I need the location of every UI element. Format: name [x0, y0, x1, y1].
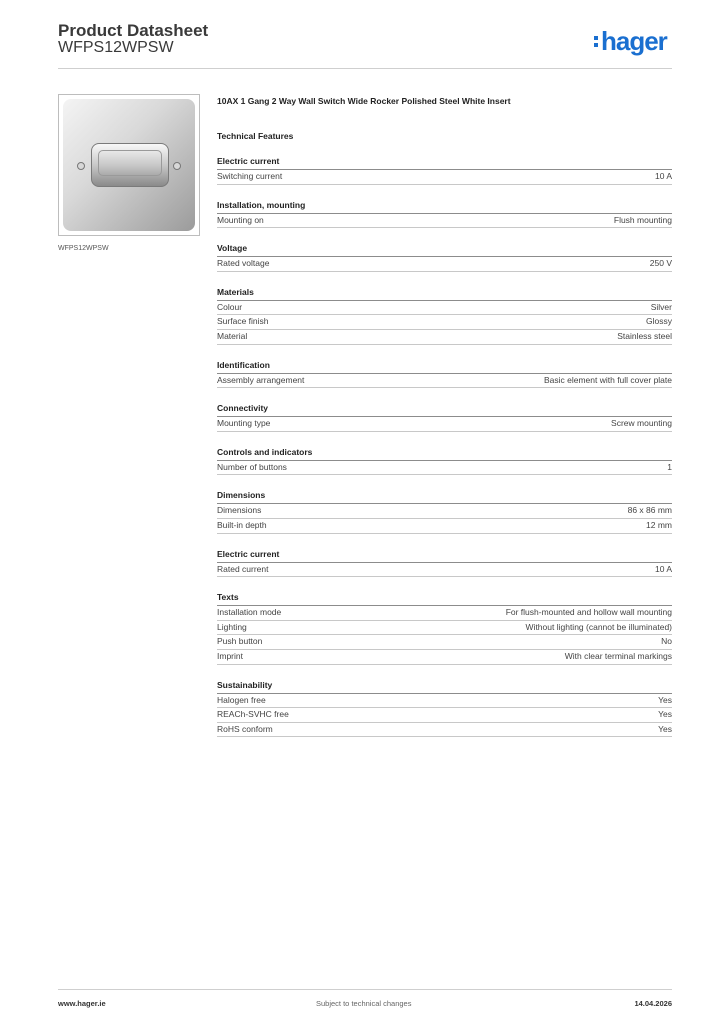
feature-row	[217, 214, 672, 229]
feature-row	[217, 374, 672, 389]
feature-value: Silver	[650, 301, 672, 312]
feature-value: 250 V	[649, 258, 672, 269]
hager-logo	[594, 26, 667, 57]
section-heading: Dimensions	[217, 490, 672, 504]
footer-notice: Subject to technical changes	[316, 999, 412, 1008]
feature-section	[217, 156, 672, 185]
feature-value: Yes	[658, 694, 672, 705]
feature-value: Basic element with full cover plate	[543, 374, 672, 385]
feature-value: No	[661, 636, 672, 647]
section-heading: Materials	[217, 287, 672, 301]
logo-colon-icon	[594, 32, 598, 49]
feature-value: 86 x 86 mm	[627, 505, 672, 516]
feature-row	[217, 257, 672, 272]
header-divider	[58, 68, 672, 69]
feature-row	[217, 650, 672, 665]
feature-value: Yes	[658, 723, 672, 734]
feature-value: With clear terminal markings	[564, 650, 672, 661]
feature-label: Rated voltage	[217, 258, 270, 269]
feature-value: 10 A	[654, 171, 672, 181]
feature-label: REACh-SVHC free	[217, 709, 289, 720]
feature-label: Material	[217, 330, 248, 341]
feature-row	[217, 635, 672, 650]
feature-value: Screw mounting	[611, 418, 672, 429]
product-description: 10AX 1 Gang 2 Way Wall Switch Wide Rocker Polished Steel White Insert	[217, 96, 511, 106]
section-heading: Identification	[217, 360, 672, 374]
feature-row	[217, 694, 672, 709]
feature-label: Mounting on	[217, 214, 264, 225]
feature-value: 12 mm	[646, 519, 672, 530]
section-heading: Voltage	[217, 243, 672, 257]
feature-value: Flush mounting	[613, 214, 672, 225]
feature-section	[217, 549, 672, 578]
feature-label: Number of buttons	[217, 461, 287, 472]
feature-section	[217, 360, 672, 389]
feature-label: Push button	[217, 636, 263, 647]
feature-label: Installation mode	[217, 607, 282, 618]
feature-row	[217, 621, 672, 636]
feature-section	[217, 200, 672, 229]
feature-label: Lighting	[217, 621, 247, 632]
feature-row	[217, 330, 672, 345]
feature-sections	[217, 156, 672, 737]
product-image	[58, 94, 200, 236]
product-code: WFPS12WPSW	[58, 39, 174, 56]
section-heading: Connectivity	[217, 403, 672, 417]
feature-value: 1	[667, 461, 672, 472]
feature-label: Imprint	[217, 650, 243, 661]
feature-row	[217, 519, 672, 534]
section-heading: Controls and indicators	[217, 447, 672, 461]
feature-section	[217, 287, 672, 345]
technical-content	[217, 96, 672, 737]
footer-divider	[58, 989, 672, 990]
feature-section	[217, 490, 672, 533]
screw-left-icon	[77, 162, 85, 170]
footer-website: www.hager.ie	[58, 999, 106, 1008]
feature-label: Colour	[217, 301, 243, 312]
feature-row	[217, 723, 672, 738]
feature-value: For flush-mounted and hollow wall mounting	[505, 607, 672, 618]
feature-row	[217, 504, 672, 519]
feature-row	[217, 417, 672, 432]
feature-label: Surface finish	[217, 316, 269, 327]
features-title: Technical Features	[217, 131, 294, 141]
feature-row	[217, 708, 672, 723]
feature-section	[217, 680, 672, 738]
feature-label: Mounting type	[217, 418, 271, 429]
section-heading: Sustainability	[217, 680, 672, 694]
switch-plate-image	[63, 99, 195, 231]
feature-row	[217, 315, 672, 330]
feature-row	[217, 606, 672, 621]
feature-row	[217, 170, 672, 185]
section-heading: Electric current	[217, 549, 672, 563]
feature-label: RoHS conform	[217, 723, 273, 734]
feature-value: 10 A	[654, 563, 672, 574]
section-heading: Installation, mounting	[217, 200, 672, 214]
feature-value: Glossy	[646, 316, 672, 327]
page-title: Product Datasheet	[58, 21, 209, 40]
feature-label: Switching current	[217, 171, 283, 181]
rocker-icon	[91, 143, 169, 187]
feature-label: Dimensions	[217, 505, 262, 516]
feature-row	[217, 461, 672, 476]
feature-label: Assembly arrangement	[217, 374, 305, 385]
feature-value: Yes	[658, 709, 672, 720]
feature-label: Built-in depth	[217, 519, 267, 530]
feature-section	[217, 592, 672, 664]
section-heading: Electric current	[217, 156, 672, 170]
feature-row	[217, 301, 672, 316]
feature-row	[217, 563, 672, 578]
footer-date: 14.04.2026	[634, 999, 672, 1008]
logo-text: hager	[601, 26, 667, 56]
image-caption: WFPS12WPSW	[58, 245, 109, 252]
feature-value: Without lighting (cannot be illuminated)	[525, 621, 672, 632]
feature-section	[217, 447, 672, 476]
feature-section	[217, 243, 672, 272]
screw-right-icon	[173, 162, 181, 170]
feature-section	[217, 403, 672, 432]
section-heading: Texts	[217, 592, 672, 606]
feature-label: Halogen free	[217, 694, 266, 705]
feature-value: Stainless steel	[617, 330, 672, 341]
feature-label: Rated current	[217, 563, 269, 574]
